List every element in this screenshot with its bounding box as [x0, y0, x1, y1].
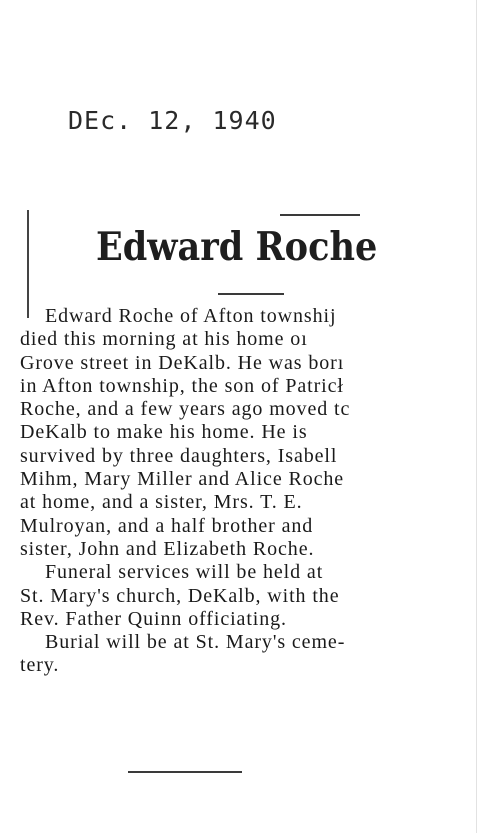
article-line: Roche, and a few years ago moved tc — [20, 398, 351, 421]
article-line: Funeral services will be held at — [45, 561, 324, 584]
left-margin-line — [27, 210, 29, 318]
article-line: St. Mary's church, DeKalb, with the — [20, 584, 340, 607]
article-line: sister, John and Elizabeth Roche. — [20, 537, 315, 560]
headline-rule — [218, 293, 284, 295]
article-line: survived by three daughters, Isabell — [20, 444, 338, 467]
clipping-date: DEc. 12, 1940 — [68, 106, 277, 135]
article-line: tery. — [20, 654, 60, 677]
article-line: at home, and a sister, Mrs. T. E. — [20, 491, 303, 514]
article-line: Edward Roche of Afton townshij — [45, 305, 337, 327]
headline: Edward Roche — [96, 224, 378, 270]
article-line: DeKalb to make his home. He is — [20, 421, 308, 444]
article-line: in Afton township, the son of Patricł — [20, 374, 344, 397]
article-line: Grove street in DeKalb. He was borı — [20, 351, 345, 374]
article-line: died this morning at his home oı — [20, 328, 308, 351]
article-line: Rev. Father Quinn officiating. — [20, 607, 287, 630]
top-rule — [280, 214, 360, 216]
article-line: Mihm, Mary Miller and Alice Roche — [20, 468, 345, 491]
obituary-body — [20, 305, 480, 678]
article-line: Burial will be at St. Mary's ceme- — [45, 631, 346, 654]
bottom-rule — [128, 771, 242, 773]
article-line: Mulroyan, and a half brother and — [20, 514, 314, 537]
